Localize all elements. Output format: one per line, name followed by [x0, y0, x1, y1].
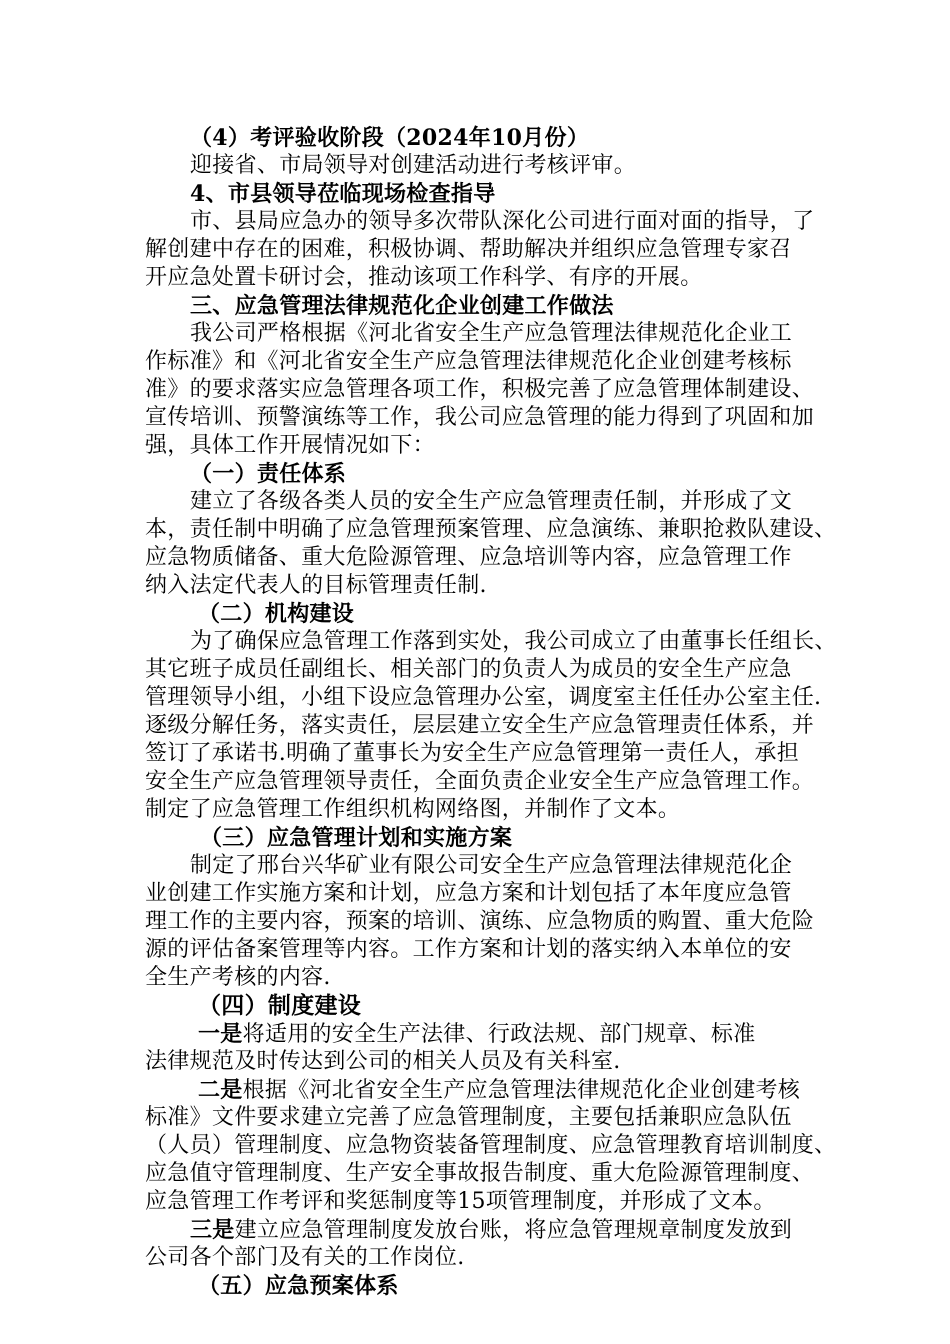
heading-emergency-plan-system: （五）应急预案体系 — [198, 1273, 399, 1299]
paragraph-line: 逐级分解任务，落实责任，层层建立安全生产应急管理责任体系，并 — [145, 713, 815, 738]
heading-stage-4: （4）考评验收阶段（2024年10月份） — [190, 125, 590, 151]
paragraph-line: 迎接省、市局领导对创建活动进行考核评审。 — [190, 153, 637, 178]
paragraph-text: 根据《河北省安全生产应急管理法律规范化企业创建考核 — [242, 1078, 801, 1103]
paragraph-line: （人员）管理制度、应急物资装备管理制度、应急管理教育培训制度、 — [145, 1133, 837, 1158]
paragraph-line: 管理领导小组，小组下设应急管理办公室，调度室主任任办公室主任. — [145, 685, 822, 710]
paragraph-line: 业创建工作实施方案和计划，应急方案和计划包括了本年度应急管 — [145, 881, 792, 906]
paragraph-line: 市、县局应急办的领导多次带队深化公司进行面对面的指导，了 — [190, 209, 815, 234]
paragraph-line — [198, 1019, 756, 1050]
lead-first: 一是 — [198, 1021, 243, 1047]
heading-leader-inspection: 4、市县领导莅临现场检查指导 — [190, 181, 496, 207]
paragraph-line: 解创建中存在的困难，积极协调、帮助解决并组织应急管理专家召 — [145, 237, 792, 262]
paragraph-line: 开应急处置卡研讨会，推动该项工作科学、有序的开展。 — [145, 265, 703, 290]
heading-system-building: （四）制度建设 — [198, 992, 362, 1019]
paragraph-line: 签订了承诺书.明确了董事长为安全生产应急管理第一责任人，承担 — [145, 741, 799, 766]
paragraph-line: 强，具体工作开展情况如下： — [145, 433, 435, 458]
paragraph-line: 我公司严格根据《河北省安全生产应急管理法律规范化企业工 — [190, 321, 793, 346]
paragraph-line: 制定了应急管理工作组织机构网络图，并制作了文本。 — [145, 797, 681, 822]
paragraph-text: 将适用的安全生产法律、行政法规、部门规章、标准 — [242, 1022, 756, 1047]
paragraph-line: 制定了邢台兴华矿业有限公司安全生产应急管理法律规范化企 — [190, 853, 793, 878]
paragraph-text: 建立应急管理制度发放台账，将应急管理规章制度发放到 — [234, 1218, 793, 1243]
heading-plan-scheme: （三）应急管理计划和实施方案 — [200, 825, 513, 851]
heading-responsibility-system: （一）责任体系 — [190, 461, 347, 487]
paragraph-line: 为了确保应急管理工作落到实处，我公司成立了由董事长任组长、 — [190, 629, 837, 654]
paragraph-line: 安全生产应急管理领导责任，全面负责企业安全生产应急管理工作。 — [145, 769, 815, 794]
paragraph-line: 法律规范及时传达到公司的相关人员及有关科室. — [145, 1049, 621, 1074]
lead-third: 三是 — [190, 1217, 235, 1243]
paragraph-line: 应急物质储备、重大危险源管理、应急培训等内容，应急管理工作 — [145, 545, 792, 570]
paragraph-line: 纳入法定代表人的目标管理责任制. — [145, 573, 487, 598]
paragraph-line: 其它班子成员任副组长、相关部门的负责人为成员的安全生产应急 — [145, 657, 792, 682]
heading-organization: （二）机构建设 — [198, 601, 355, 627]
paragraph-line: 全生产考核的内容. — [145, 965, 331, 990]
paragraph-line: 理工作的主要内容，预案的培训、演练、应急物质的购置、重大危险 — [145, 909, 815, 934]
paragraph-line: 应急管理工作考评和奖惩制度等15项管理制度，并形成了文本。 — [145, 1189, 776, 1214]
paragraph-line: 应急值守管理制度、生产安全事故报告制度、重大危险源管理制度、 — [145, 1161, 815, 1186]
paragraph-line: 准》的要求落实应急管理各项工作，积极完善了应急管理体制建设、 — [145, 377, 815, 402]
paragraph-line: 本，责任制中明确了应急管理预案管理、应急演练、兼职抢救队建设、 — [145, 517, 837, 542]
paragraph-line — [190, 1215, 792, 1246]
paragraph-line — [198, 1075, 800, 1106]
paragraph-line: 源的评估备案管理等内容。工作方案和计划的落实纳入本单位的安 — [145, 937, 792, 962]
lead-second: 二是 — [198, 1077, 243, 1103]
heading-section-3: 三、应急管理法律规范化企业创建工作做法 — [190, 293, 614, 319]
paragraph-line: 作标准》和《河北省安全生产应急管理法律规范化企业创建考核标 — [145, 349, 792, 374]
paragraph-line: 公司各个部门及有关的工作岗位. — [145, 1245, 465, 1270]
paragraph-line: 建立了各级各类人员的安全生产应急管理责任制，并形成了文 — [190, 489, 793, 514]
paragraph-line: 宣传培训、预警演练等工作，我公司应急管理的能力得到了巩固和加 — [145, 405, 815, 430]
paragraph-line: 标准》文件要求建立完善了应急管理制度，主要包括兼职应急队伍 — [145, 1105, 792, 1130]
